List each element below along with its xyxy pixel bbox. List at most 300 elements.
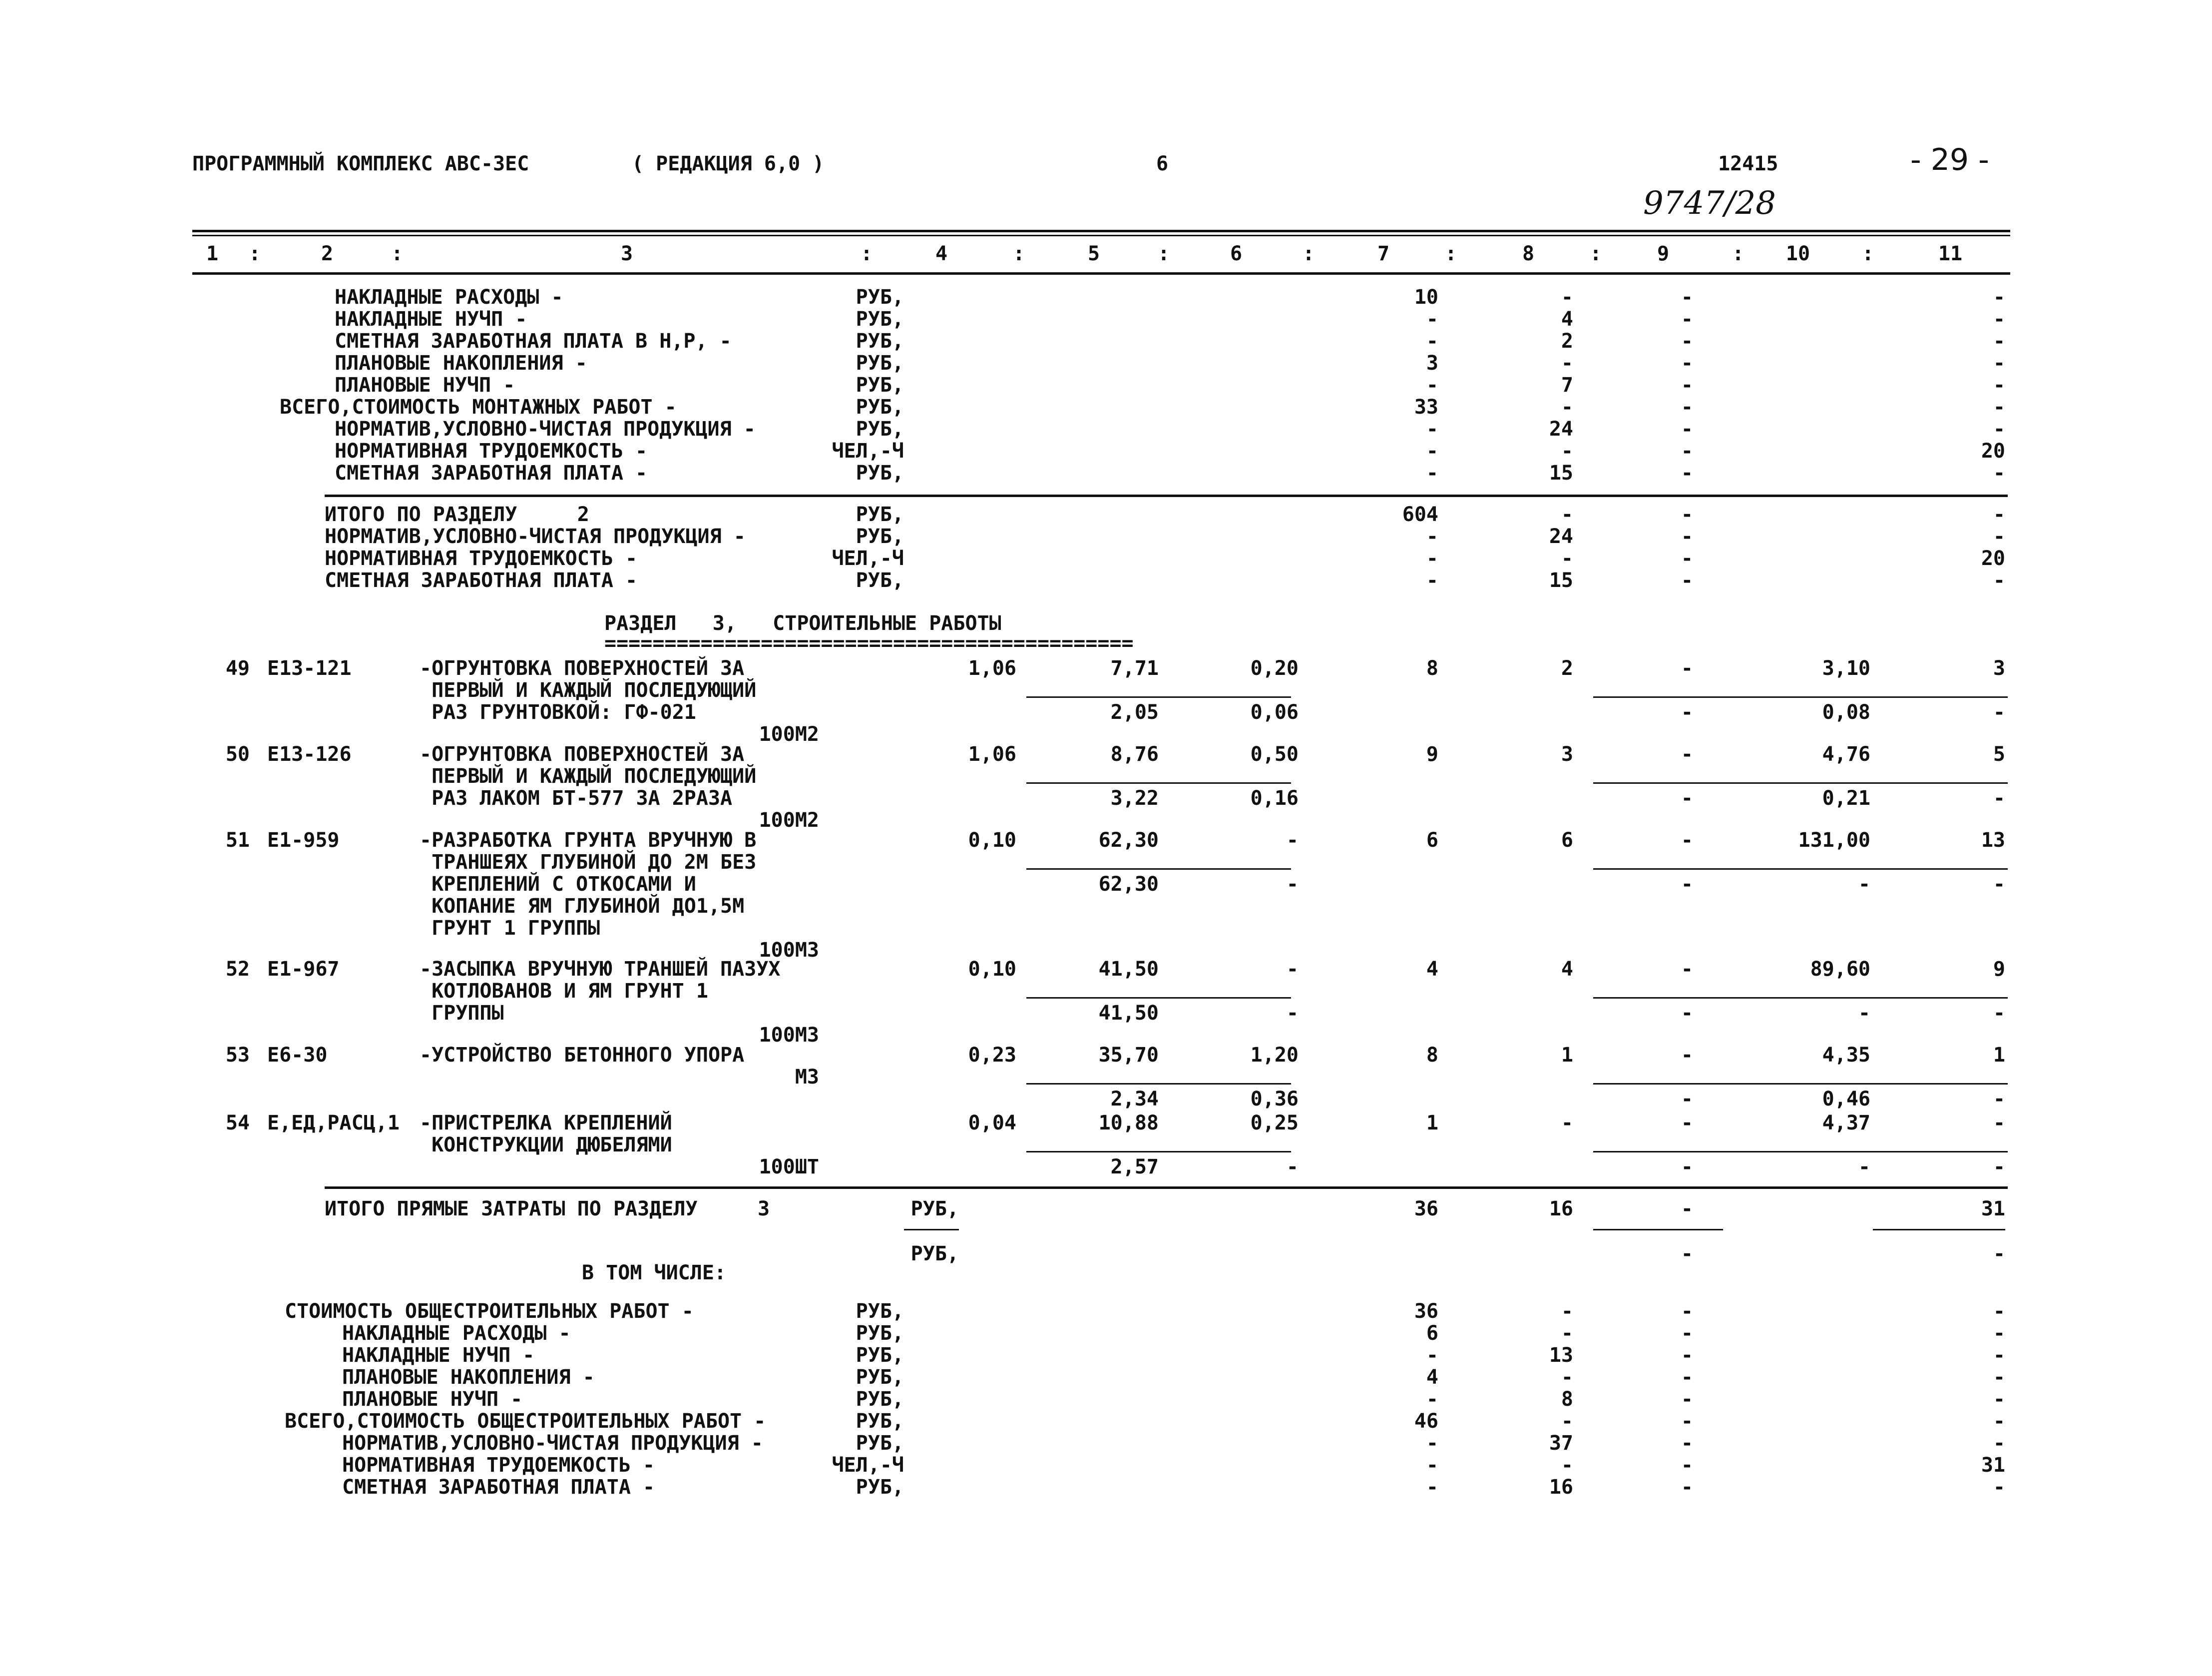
item-col5-a: 35,70 <box>1098 1044 1159 1067</box>
column-separator: : <box>1589 242 1602 265</box>
row-col7: 3 <box>1426 352 1438 375</box>
section-title-rule: ============================================ <box>604 632 1134 655</box>
item-number: 52 <box>225 958 250 981</box>
item-col4: 1,06 <box>968 657 1016 680</box>
row-col9: - <box>1681 286 1693 309</box>
item-description-line: -ОГРУНТОВКА ПОВЕРХНОСТЕЙ ЗА <box>420 657 745 680</box>
item-col9-a: - <box>1681 657 1693 680</box>
row-col11: - <box>1993 569 2005 592</box>
row-col11: - <box>1993 330 2005 353</box>
item-col9-b: - <box>1681 1002 1693 1025</box>
item-number: 50 <box>225 743 250 766</box>
total-col11: 31 <box>1981 1197 2005 1220</box>
total-unit: РУБ, <box>910 1197 959 1220</box>
row-label: ПЛАНОВЫЕ НУЧП - <box>342 1388 523 1411</box>
item-description-line: ПЕРВЫЙ И КАЖДЫЙ ПОСЛЕДУЮЩИЙ <box>420 679 757 702</box>
row-col11: - <box>1993 1388 2005 1411</box>
row-col11: - <box>1993 1344 2005 1367</box>
row-col9: - <box>1681 569 1693 592</box>
column-header-6: 6 <box>1230 242 1243 265</box>
item-col11-b: - <box>1993 1088 2005 1111</box>
row-unit: РУБ, <box>856 525 904 548</box>
column-header-4: 4 <box>935 242 948 265</box>
row-col9: - <box>1681 396 1693 419</box>
item-col10-a: 3,10 <box>1822 657 1870 680</box>
item-description-line: КРЕПЛЕНИЙ С ОТКОСАМИ И <box>420 873 696 896</box>
row-col7: 6 <box>1426 1322 1438 1345</box>
row-col7: - <box>1426 1432 1438 1455</box>
item-col4: 0,04 <box>968 1112 1016 1134</box>
row-col8: 16 <box>1549 1476 1573 1499</box>
row-unit: РУБ, <box>856 569 904 592</box>
item-unit: 100М3 <box>759 1024 819 1047</box>
item-col6-a: 0,50 <box>1250 743 1299 766</box>
column-separator: : <box>1302 242 1315 265</box>
row-col11: - <box>1993 396 2005 419</box>
row-col8: - <box>1561 396 1573 419</box>
item-col8: 1 <box>1561 1044 1573 1067</box>
row-col11: - <box>1993 1366 2005 1389</box>
program-title: ПРОГРАММНЫЙ КОМПЛЕКС АВС-3ЕС <box>192 152 529 175</box>
total-sub-rule <box>1873 1229 2005 1230</box>
row-col8: - <box>1561 1410 1573 1433</box>
block1-rule <box>325 495 2008 497</box>
row-label: НАКЛАДНЫЕ НУЧП - <box>335 308 527 331</box>
item-col6-a: - <box>1286 829 1299 852</box>
header-top-rule-2 <box>192 235 2010 236</box>
item-col9-a: - <box>1681 958 1693 981</box>
item-col5-b: 41,50 <box>1098 1002 1159 1025</box>
row-unit: ЧЕЛ,-Ч <box>832 440 904 463</box>
row-col7: - <box>1426 1388 1438 1411</box>
row-col11: 31 <box>1981 1454 2005 1477</box>
row-col7: - <box>1426 418 1438 441</box>
row-col9: - <box>1681 1322 1693 1345</box>
item-description-line: ТРАНШЕЯХ ГЛУБИНОЙ ДО 2М БЕЗ <box>420 851 757 874</box>
column-separator: : <box>1861 242 1874 265</box>
total-col9-b: - <box>1681 1242 1693 1265</box>
item-col6-b: - <box>1286 1155 1299 1178</box>
item-number: 49 <box>225 657 250 680</box>
item-col5-b: 3,22 <box>1110 787 1159 810</box>
row-label: НОРМАТИВ,УСЛОВНО-ЧИСТАЯ ПРОДУКЦИЯ - <box>342 1432 763 1455</box>
item-col8: 4 <box>1561 958 1573 981</box>
item-col10-a: 4,76 <box>1822 743 1870 766</box>
item-col6-b: 0,06 <box>1250 701 1299 724</box>
item-unit: 100ШТ <box>759 1155 819 1178</box>
row-col8: 15 <box>1549 569 1573 592</box>
item-subrule <box>1593 696 2008 698</box>
row-col7: - <box>1426 330 1438 353</box>
handwritten-note: 9747/28 <box>1643 185 1776 222</box>
item-col9-a: - <box>1681 743 1693 766</box>
row-col11: - <box>1993 1300 2005 1323</box>
item-subrule <box>1026 1083 1291 1085</box>
item-description-line: -ОГРУНТОВКА ПОВЕРХНОСТЕЙ ЗА <box>420 743 745 766</box>
item-col6-a: - <box>1286 958 1299 981</box>
item-description-line: ПЕРВЫЙ И КАЖДЫЙ ПОСЛЕДУЮЩИЙ <box>420 765 757 788</box>
section-title: РАЗДЕЛ 3, СТРОИТЕЛЬНЫЕ РАБОТЫ <box>604 612 1001 635</box>
item-col10-b: 0,08 <box>1822 701 1870 724</box>
item-col6-a: 1,20 <box>1250 1044 1299 1067</box>
row-col11: - <box>1993 503 2005 526</box>
row-col8: - <box>1561 286 1573 309</box>
item-subrule <box>1593 868 2008 870</box>
item-col9-b: - <box>1681 787 1693 810</box>
row-unit: РУБ, <box>856 503 904 526</box>
row-label: ВСЕГО,СТОИМОСТЬ ОБЩЕСТРОИТЕЛЬНЫХ РАБОТ - <box>285 1410 766 1433</box>
row-label: ПЛАНОВЫЕ НАКОПЛЕНИЯ - <box>342 1366 595 1389</box>
row-col8: 24 <box>1549 418 1573 441</box>
row-unit: РУБ, <box>856 1410 904 1433</box>
row-unit: РУБ, <box>856 1322 904 1345</box>
row-col9: - <box>1681 374 1693 397</box>
item-subrule <box>1026 997 1291 999</box>
column-header-8: 8 <box>1522 242 1535 265</box>
item-col11-b: - <box>1993 787 2005 810</box>
item-code: Е1-967 <box>267 958 340 981</box>
item-unit: 100М3 <box>759 939 819 962</box>
item-col5-a: 7,71 <box>1110 657 1159 680</box>
row-col8: - <box>1561 1322 1573 1345</box>
total-unit-2: РУБ, <box>910 1242 959 1265</box>
row-label: СТОИМОСТЬ ОБЩЕСТРОИТЕЛЬНЫХ РАБОТ - <box>285 1300 694 1323</box>
row-col8: 7 <box>1561 374 1573 397</box>
item-col7: 9 <box>1426 743 1438 766</box>
item-col6-b: - <box>1286 873 1299 896</box>
item-col5-b: 2,57 <box>1110 1155 1159 1178</box>
column-separator: : <box>1444 242 1457 265</box>
item-subrule <box>1593 782 2008 784</box>
item-col11-a: 5 <box>1993 743 2005 766</box>
row-label: ПЛАНОВЫЕ НАКОПЛЕНИЯ - <box>335 352 587 375</box>
row-col9: - <box>1681 308 1693 331</box>
column-header-9: 9 <box>1657 242 1670 265</box>
item-description-line: ГРУНТ 1 ГРУППЫ <box>420 917 600 940</box>
item-col9-b: - <box>1681 1155 1693 1178</box>
row-unit: РУБ, <box>856 374 904 397</box>
row-col8: - <box>1561 440 1573 463</box>
row-col7: 33 <box>1414 396 1438 419</box>
item-unit: 100М2 <box>759 723 819 746</box>
item-col10-b: - <box>1858 1155 1870 1178</box>
row-label: ИТОГО ПО РАЗДЕЛУ 2 <box>325 503 589 526</box>
row-col9: - <box>1681 462 1693 485</box>
row-col8: 13 <box>1549 1344 1573 1367</box>
row-col8: - <box>1561 1366 1573 1389</box>
row-col11: - <box>1993 418 2005 441</box>
row-unit: ЧЕЛ,-Ч <box>832 547 904 570</box>
row-col8: 2 <box>1561 330 1573 353</box>
item-col10-a: 131,00 <box>1798 829 1870 852</box>
row-unit: РУБ, <box>856 1300 904 1323</box>
column-header-5: 5 <box>1087 242 1100 265</box>
item-code: Е,ЕД,РАСЦ,1 <box>267 1112 400 1134</box>
row-label: НАКЛАДНЫЕ РАСХОДЫ - <box>342 1322 571 1345</box>
row-unit: РУБ, <box>856 1476 904 1499</box>
item-code: Е1-959 <box>267 829 340 852</box>
total-top-rule <box>325 1186 2008 1189</box>
item-col11-a: 13 <box>1981 829 2005 852</box>
row-col9: - <box>1681 1454 1693 1477</box>
row-unit: РУБ, <box>856 396 904 419</box>
item-code: Е13-126 <box>267 743 352 766</box>
item-col8: 3 <box>1561 743 1573 766</box>
row-label: НОРМАТИВ,УСЛОВНО-ЧИСТАЯ ПРОДУКЦИЯ - <box>335 418 756 441</box>
item-col10-b: - <box>1858 873 1870 896</box>
row-col7: 46 <box>1414 1410 1438 1433</box>
row-label: НОРМАТИВНАЯ ТРУДОЕМКОСТЬ - <box>335 440 648 463</box>
item-col9-b: - <box>1681 1088 1693 1111</box>
column-separator: : <box>1157 242 1170 265</box>
row-col11: - <box>1993 1432 2005 1455</box>
total-col9: - <box>1681 1197 1693 1220</box>
item-col7: 8 <box>1426 657 1438 680</box>
item-col7: 4 <box>1426 958 1438 981</box>
row-unit: РУБ, <box>856 286 904 309</box>
row-unit: РУБ, <box>856 1366 904 1389</box>
item-description-line: КОПАНИЕ ЯМ ГЛУБИНОЙ ДО1,5М <box>420 895 745 918</box>
total-sub-rule <box>1593 1229 1723 1230</box>
row-col11: - <box>1993 462 2005 485</box>
row-col8: 24 <box>1549 525 1573 548</box>
row-col9: - <box>1681 547 1693 570</box>
row-col11: - <box>1993 1410 2005 1433</box>
row-unit: РУБ, <box>856 418 904 441</box>
row-col8: 8 <box>1561 1388 1573 1411</box>
item-description-line: -УСТРОЙСТВО БЕТОННОГО УПОРА <box>420 1044 745 1067</box>
row-col9: - <box>1681 418 1693 441</box>
row-col9: - <box>1681 352 1693 375</box>
column-header-7: 7 <box>1377 242 1390 265</box>
item-code: Е6-30 <box>267 1044 328 1067</box>
row-unit: РУБ, <box>856 1432 904 1455</box>
row-col7: 604 <box>1402 503 1438 526</box>
item-col4: 0,10 <box>968 829 1016 852</box>
item-col5-b: 2,05 <box>1110 701 1159 724</box>
item-col9-a: - <box>1681 1112 1693 1134</box>
row-col7: - <box>1426 1454 1438 1477</box>
row-col7: - <box>1426 569 1438 592</box>
row-col11: - <box>1993 374 2005 397</box>
row-col9: - <box>1681 1476 1693 1499</box>
item-col8: - <box>1561 1112 1573 1134</box>
item-col5-b: 62,30 <box>1098 873 1159 896</box>
item-col8: 2 <box>1561 657 1573 680</box>
row-unit: РУБ, <box>856 330 904 353</box>
item-description-line: КОТЛОВАНОВ И ЯМ ГРУНТ 1 <box>420 980 708 1003</box>
item-col6-a: 0,25 <box>1250 1112 1299 1134</box>
item-description-line: -ЗАСЫПКА ВРУЧНУЮ ТРАНШЕЙ ПАЗУХ <box>420 958 781 981</box>
row-col9: - <box>1681 503 1693 526</box>
row-col9: - <box>1681 525 1693 548</box>
column-separator: : <box>1012 242 1025 265</box>
item-col11-b: - <box>1993 1155 2005 1178</box>
item-description-line: -ПРИСТРЕЛКА КРЕПЛЕНИЙ <box>420 1112 672 1134</box>
column-header-2: 2 <box>321 242 334 265</box>
header-bottom-rule <box>192 272 2010 275</box>
item-col5-b: 2,34 <box>1110 1088 1159 1111</box>
header-top-rule <box>192 230 2010 232</box>
edition-label: ( РЕДАКЦИЯ 6,0 ) <box>632 152 825 175</box>
column-separator: : <box>248 242 261 265</box>
item-col5-a: 41,50 <box>1098 958 1159 981</box>
row-label: ПЛАНОВЫЕ НУЧП - <box>335 374 515 397</box>
item-col10-a: 89,60 <box>1810 958 1870 981</box>
item-col6-b: 0,16 <box>1250 787 1299 810</box>
item-subrule <box>1026 868 1291 870</box>
item-col10-b: 0,21 <box>1822 787 1870 810</box>
item-col9-a: - <box>1681 1044 1693 1067</box>
page-number: - 29 - <box>1910 142 1989 177</box>
row-col9: - <box>1681 1300 1693 1323</box>
item-col8: 6 <box>1561 829 1573 852</box>
item-subrule <box>1026 782 1291 784</box>
row-col11: - <box>1993 1476 2005 1499</box>
column-separator: : <box>1732 242 1745 265</box>
item-unit: 100М2 <box>759 809 819 832</box>
item-col9-b: - <box>1681 873 1693 896</box>
row-label: НОРМАТИВНАЯ ТРУДОЕМКОСТЬ - <box>342 1454 655 1477</box>
column-separator: : <box>860 242 873 265</box>
item-col10-b: 0,46 <box>1822 1088 1870 1111</box>
row-col7: 10 <box>1414 286 1438 309</box>
row-col9: - <box>1681 1366 1693 1389</box>
row-col7: 36 <box>1414 1300 1438 1323</box>
row-col8: - <box>1561 547 1573 570</box>
column-separator: : <box>391 242 404 265</box>
row-col9: - <box>1681 330 1693 353</box>
column-header-3: 3 <box>620 242 633 265</box>
row-col8: - <box>1561 1300 1573 1323</box>
row-col8: 4 <box>1561 308 1573 331</box>
item-subrule <box>1593 997 2008 999</box>
row-unit: РУБ, <box>856 308 904 331</box>
row-unit: РУБ, <box>856 352 904 375</box>
item-code: Е13-121 <box>267 657 352 680</box>
item-description-line: РАЗ ЛАКОМ БТ-577 ЗА 2РАЗА <box>420 787 733 810</box>
row-label: НОРМАТИВНАЯ ТРУДОЕМКОСТЬ - <box>325 547 638 570</box>
column-header-10: 10 <box>1785 242 1810 265</box>
row-col7: - <box>1426 1476 1438 1499</box>
row-col8: 37 <box>1549 1432 1573 1455</box>
row-col11: - <box>1993 352 2005 375</box>
document-code: 12415 <box>1718 152 1778 175</box>
item-col11-a: 3 <box>1993 657 2005 680</box>
row-col7: - <box>1426 1344 1438 1367</box>
item-col7: 6 <box>1426 829 1438 852</box>
row-col8: - <box>1561 503 1573 526</box>
row-col9: - <box>1681 440 1693 463</box>
row-col11: - <box>1993 525 2005 548</box>
row-label: СМЕТНАЯ ЗАРАБОТНАЯ ПЛАТА В Н,Р, - <box>335 330 732 353</box>
row-col7: - <box>1426 308 1438 331</box>
item-col11-b: - <box>1993 873 2005 896</box>
row-col8: - <box>1561 1454 1573 1477</box>
item-unit: М3 <box>795 1066 819 1089</box>
header-middle-number: 6 <box>1156 152 1169 175</box>
row-label: ВСЕГО,СТОИМОСТЬ МОНТАЖНЫХ РАБОТ - <box>280 396 677 419</box>
row-unit: ЧЕЛ,-Ч <box>832 1454 904 1477</box>
row-col7: - <box>1426 547 1438 570</box>
item-col5-a: 62,30 <box>1098 829 1159 852</box>
item-col5-a: 10,88 <box>1098 1112 1159 1134</box>
item-col10-a: 4,37 <box>1822 1112 1870 1134</box>
row-col9: - <box>1681 1410 1693 1433</box>
item-subrule <box>1593 1083 2008 1085</box>
item-col6-a: 0,20 <box>1250 657 1299 680</box>
item-col6-b: - <box>1286 1002 1299 1025</box>
row-unit: РУБ, <box>856 462 904 485</box>
item-subrule <box>1026 696 1291 698</box>
item-col5-a: 8,76 <box>1110 743 1159 766</box>
row-label: НОРМАТИВ,УСЛОВНО-ЧИСТАЯ ПРОДУКЦИЯ - <box>325 525 746 548</box>
item-col4: 0,10 <box>968 958 1016 981</box>
item-col4: 1,06 <box>968 743 1016 766</box>
row-col11: - <box>1993 308 2005 331</box>
row-col7: - <box>1426 374 1438 397</box>
item-col9-a: - <box>1681 829 1693 852</box>
item-number: 53 <box>225 1044 250 1067</box>
row-unit: РУБ, <box>856 1388 904 1411</box>
row-col8: - <box>1561 352 1573 375</box>
column-header-11: 11 <box>1938 242 1963 265</box>
item-col4: 0,23 <box>968 1044 1016 1067</box>
item-subrule <box>1593 1151 2008 1152</box>
total-col7: 36 <box>1414 1197 1438 1220</box>
row-col9: - <box>1681 1432 1693 1455</box>
item-col11-b: - <box>1993 701 2005 724</box>
row-col11: 20 <box>1981 440 2005 463</box>
item-description-line: -РАЗРАБОТКА ГРУНТА ВРУЧНУЮ В <box>420 829 757 852</box>
item-col11-b: - <box>1993 1002 2005 1025</box>
row-label: НАКЛАДНЫЕ НУЧП - <box>342 1344 535 1367</box>
row-col9: - <box>1681 1388 1693 1411</box>
item-col7: 8 <box>1426 1044 1438 1067</box>
row-col11: 20 <box>1981 547 2005 570</box>
item-number: 51 <box>225 829 250 852</box>
row-col7: - <box>1426 462 1438 485</box>
row-col8: 15 <box>1549 462 1573 485</box>
row-col9: - <box>1681 1344 1693 1367</box>
item-description-line: КОНСТРУКЦИИ ДЮБЕЛЯМИ <box>420 1133 672 1156</box>
column-header-1: 1 <box>206 242 219 265</box>
total-col11-b: - <box>1993 1242 2005 1265</box>
item-col11-a: - <box>1993 1112 2005 1134</box>
in-total-label: В ТОМ ЧИСЛЕ: <box>582 1261 726 1284</box>
row-unit: РУБ, <box>856 1344 904 1367</box>
item-col10-a: 4,35 <box>1822 1044 1870 1067</box>
row-label: СМЕТНАЯ ЗАРАБОТНАЯ ПЛАТА - <box>342 1476 655 1499</box>
item-subrule <box>1026 1151 1291 1152</box>
total-sub-rule <box>904 1229 959 1230</box>
row-label: СМЕТНАЯ ЗАРАБОТНАЯ ПЛАТА - <box>335 462 648 485</box>
item-description-line: ГРУППЫ <box>420 1002 504 1025</box>
row-col11: - <box>1993 1322 2005 1345</box>
row-col7: 4 <box>1426 1366 1438 1389</box>
row-col7: - <box>1426 440 1438 463</box>
row-label: СМЕТНАЯ ЗАРАБОТНАЯ ПЛАТА - <box>325 569 638 592</box>
row-col7: - <box>1426 525 1438 548</box>
total-label: ИТОГО ПРЯМЫЕ ЗАТРАТЫ ПО РАЗДЕЛУ 3 <box>325 1197 770 1220</box>
item-col9-b: - <box>1681 701 1693 724</box>
item-col7: 1 <box>1426 1112 1438 1134</box>
item-col11-a: 9 <box>1993 958 2005 981</box>
item-description-line: РАЗ ГРУНТОВКОЙ: ГФ-021 <box>420 701 696 724</box>
row-col11: - <box>1993 286 2005 309</box>
item-col10-b: - <box>1858 1002 1870 1025</box>
total-col8: 16 <box>1549 1197 1573 1220</box>
